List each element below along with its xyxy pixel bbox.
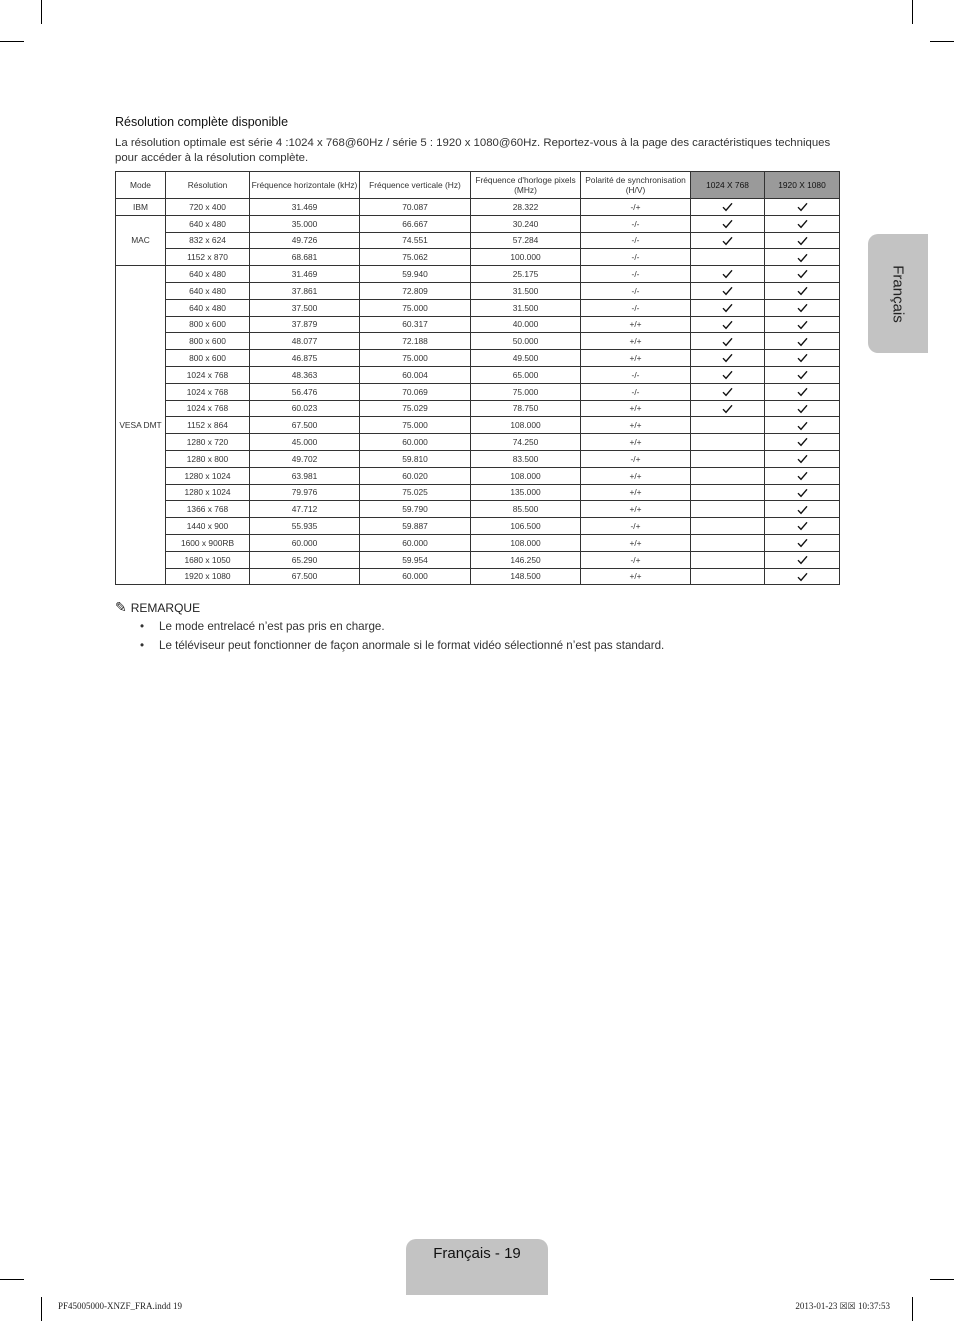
cell-resolution: 1366 x 768 <box>166 501 250 518</box>
header-v-freq: Fréquence verticale (Hz) <box>360 172 471 199</box>
cell-h-freq: 55.935 <box>250 518 360 535</box>
cell-polarity: -/- <box>581 215 691 232</box>
cell-h-freq: 31.469 <box>250 266 360 283</box>
note-item <box>140 638 664 653</box>
cell-pixel-clock: 28.322 <box>471 199 581 216</box>
cell-h-freq: 37.861 <box>250 282 360 299</box>
checkmark-icon <box>797 253 808 263</box>
cell-pixel-clock: 31.500 <box>471 282 581 299</box>
cell-h-freq: 48.363 <box>250 366 360 383</box>
cell-v-freq: 75.000 <box>360 350 471 367</box>
cell-support-1920x1080 <box>765 400 840 417</box>
table-row <box>116 484 840 501</box>
cell-support-1024x768 <box>691 366 765 383</box>
table-row <box>116 534 840 551</box>
cell-support-1920x1080 <box>765 232 840 249</box>
checkmark-icon <box>797 538 808 548</box>
checkmark-icon <box>797 286 808 296</box>
cell-resolution: 1024 x 768 <box>166 366 250 383</box>
cell-support-1024x768 <box>691 350 765 367</box>
cell-support-1024x768 <box>691 434 765 451</box>
cell-pixel-clock: 106.500 <box>471 518 581 535</box>
cell-v-freq: 74.551 <box>360 232 471 249</box>
cell-resolution: 1600 x 900RB <box>166 534 250 551</box>
cell-v-freq: 60.317 <box>360 316 471 333</box>
checkmark-icon <box>722 353 733 363</box>
cell-v-freq: 72.188 <box>360 333 471 350</box>
cell-support-1024x768 <box>691 551 765 568</box>
crop-mark <box>41 1297 42 1321</box>
checkmark-icon <box>722 303 733 313</box>
checkmark-icon <box>797 219 808 229</box>
cell-h-freq: 56.476 <box>250 383 360 400</box>
cell-support-1920x1080 <box>765 282 840 299</box>
cell-resolution: 1440 x 900 <box>166 518 250 535</box>
cell-v-freq: 60.004 <box>360 366 471 383</box>
cell-resolution: 640 x 480 <box>166 215 250 232</box>
cell-pixel-clock: 31.500 <box>471 299 581 316</box>
cell-v-freq: 75.000 <box>360 299 471 316</box>
cell-support-1024x768 <box>691 383 765 400</box>
checkmark-icon <box>797 387 808 397</box>
table-row <box>116 501 840 518</box>
cell-h-freq: 60.023 <box>250 400 360 417</box>
cell-polarity: -/- <box>581 366 691 383</box>
cell-pixel-clock: 49.500 <box>471 350 581 367</box>
cell-v-freq: 60.000 <box>360 434 471 451</box>
checkmark-icon <box>797 404 808 414</box>
cell-polarity: +/+ <box>581 400 691 417</box>
cell-h-freq: 49.726 <box>250 232 360 249</box>
table-row <box>116 350 840 367</box>
cell-support-1920x1080 <box>765 383 840 400</box>
table-row <box>116 383 840 400</box>
cell-polarity: -/+ <box>581 518 691 535</box>
cell-pixel-clock: 135.000 <box>471 484 581 501</box>
cell-support-1920x1080 <box>765 534 840 551</box>
cell-h-freq: 45.000 <box>250 434 360 451</box>
cell-support-1024x768 <box>691 333 765 350</box>
language-side-tab-label: Français <box>889 264 907 323</box>
cell-support-1024x768 <box>691 232 765 249</box>
table-row <box>116 333 840 350</box>
cell-support-1920x1080 <box>765 417 840 434</box>
checkmark-icon <box>797 437 808 447</box>
cell-v-freq: 59.790 <box>360 501 471 518</box>
cell-resolution: 800 x 600 <box>166 333 250 350</box>
cell-support-1024x768 <box>691 534 765 551</box>
crop-mark <box>912 1297 913 1321</box>
cell-resolution: 1280 x 1024 <box>166 484 250 501</box>
cell-support-1920x1080 <box>765 467 840 484</box>
cell-support-1024x768 <box>691 282 765 299</box>
cell-polarity: +/+ <box>581 333 691 350</box>
cell-support-1024x768 <box>691 417 765 434</box>
cell-pixel-clock: 108.000 <box>471 417 581 434</box>
header-h-freq: Fréquence horizontale (kHz) <box>250 172 360 199</box>
checkmark-icon <box>797 236 808 246</box>
cell-h-freq: 60.000 <box>250 534 360 551</box>
table-row <box>116 232 840 249</box>
note-item <box>140 619 664 634</box>
cell-mode: VESA DMT <box>116 266 166 585</box>
bullet-icon: • <box>140 620 145 633</box>
checkmark-icon <box>722 286 733 296</box>
cell-v-freq: 60.000 <box>360 534 471 551</box>
cell-pixel-clock: 78.750 <box>471 400 581 417</box>
cell-pixel-clock: 146.250 <box>471 551 581 568</box>
cell-support-1024x768 <box>691 501 765 518</box>
cell-support-1024x768 <box>691 467 765 484</box>
cell-resolution: 1280 x 720 <box>166 434 250 451</box>
header-pixel-clock: Fréquence d'horloge pixels (MHz) <box>471 172 581 199</box>
cell-resolution: 832 x 624 <box>166 232 250 249</box>
cell-support-1920x1080 <box>765 249 840 266</box>
cell-v-freq: 66.667 <box>360 215 471 232</box>
pencil-icon: ✎ <box>115 599 127 615</box>
checkmark-icon <box>722 219 733 229</box>
checkmark-icon <box>797 488 808 498</box>
crop-mark <box>41 0 42 24</box>
cell-support-1920x1080 <box>765 215 840 232</box>
cell-pixel-clock: 108.000 <box>471 467 581 484</box>
cell-resolution: 1920 x 1080 <box>166 568 250 585</box>
table-row <box>116 568 840 585</box>
cell-v-freq: 59.810 <box>360 450 471 467</box>
cell-h-freq: 47.712 <box>250 501 360 518</box>
cell-resolution: 640 x 480 <box>166 266 250 283</box>
checkmark-icon <box>797 454 808 464</box>
cell-h-freq: 31.469 <box>250 199 360 216</box>
cell-support-1920x1080 <box>765 199 840 216</box>
checkmark-icon <box>722 404 733 414</box>
cell-support-1024x768 <box>691 266 765 283</box>
cell-v-freq: 60.020 <box>360 467 471 484</box>
cell-mode: MAC <box>116 215 166 265</box>
cell-pixel-clock: 75.000 <box>471 383 581 400</box>
checkmark-icon <box>797 303 808 313</box>
cell-v-freq: 72.809 <box>360 282 471 299</box>
cell-support-1024x768 <box>691 400 765 417</box>
cell-support-1024x768 <box>691 450 765 467</box>
cell-h-freq: 49.702 <box>250 450 360 467</box>
table-row <box>116 249 840 266</box>
cell-support-1920x1080 <box>765 266 840 283</box>
cell-support-1024x768 <box>691 568 765 585</box>
cell-support-1920x1080 <box>765 450 840 467</box>
cell-polarity: -/- <box>581 299 691 316</box>
cell-resolution: 1280 x 800 <box>166 450 250 467</box>
header-1024x768: 1024 X 768 <box>691 172 765 199</box>
cell-h-freq: 63.981 <box>250 467 360 484</box>
cell-polarity: +/+ <box>581 501 691 518</box>
header-resolution: Résolution <box>166 172 250 199</box>
cell-h-freq: 37.879 <box>250 316 360 333</box>
table-row <box>116 299 840 316</box>
cell-polarity: +/+ <box>581 534 691 551</box>
cell-polarity: +/+ <box>581 434 691 451</box>
cell-resolution: 1152 x 870 <box>166 249 250 266</box>
crop-mark <box>912 0 913 24</box>
cell-resolution: 1680 x 1050 <box>166 551 250 568</box>
cell-polarity: -/+ <box>581 199 691 216</box>
cell-resolution: 1024 x 768 <box>166 383 250 400</box>
cell-v-freq: 75.029 <box>360 400 471 417</box>
cell-v-freq: 59.954 <box>360 551 471 568</box>
checkmark-icon <box>797 572 808 582</box>
cell-pixel-clock: 25.175 <box>471 266 581 283</box>
cell-polarity: -/- <box>581 232 691 249</box>
cell-support-1024x768 <box>691 299 765 316</box>
cell-support-1920x1080 <box>765 366 840 383</box>
cell-support-1920x1080 <box>765 501 840 518</box>
section-title: Résolution complète disponible <box>115 115 289 129</box>
cell-resolution: 1280 x 1024 <box>166 467 250 484</box>
cell-pixel-clock: 40.000 <box>471 316 581 333</box>
cell-resolution: 800 x 600 <box>166 316 250 333</box>
cell-v-freq: 75.062 <box>360 249 471 266</box>
checkmark-icon <box>722 370 733 380</box>
cell-v-freq: 59.940 <box>360 266 471 283</box>
table-row <box>116 316 840 333</box>
checkmark-icon <box>722 269 733 279</box>
cell-support-1920x1080 <box>765 333 840 350</box>
cell-mode: IBM <box>116 199 166 216</box>
table-header-row <box>116 172 840 199</box>
table-row <box>116 518 840 535</box>
checkmark-icon <box>797 370 808 380</box>
cell-support-1024x768 <box>691 484 765 501</box>
table-row <box>116 467 840 484</box>
cell-v-freq: 75.000 <box>360 417 471 434</box>
cell-h-freq: 68.681 <box>250 249 360 266</box>
cell-h-freq: 48.077 <box>250 333 360 350</box>
cell-resolution: 720 x 400 <box>166 199 250 216</box>
cell-resolution: 640 x 480 <box>166 282 250 299</box>
table-row <box>116 282 840 299</box>
checkmark-icon <box>722 320 733 330</box>
cell-polarity: -/+ <box>581 450 691 467</box>
cell-polarity: +/+ <box>581 417 691 434</box>
checkmark-icon <box>797 353 808 363</box>
crop-mark <box>0 41 24 42</box>
table-row <box>116 215 840 232</box>
cell-h-freq: 65.290 <box>250 551 360 568</box>
crop-mark <box>0 1279 24 1280</box>
cell-v-freq: 75.025 <box>360 484 471 501</box>
cell-support-1920x1080 <box>765 434 840 451</box>
cell-polarity: +/+ <box>581 568 691 585</box>
header-1920x1080: 1920 X 1080 <box>765 172 840 199</box>
cell-v-freq: 59.887 <box>360 518 471 535</box>
table-row <box>116 400 840 417</box>
cell-support-1920x1080 <box>765 484 840 501</box>
footer-datetime: 2013-01-23 ☒☒ 10:37:53 <box>795 1301 890 1311</box>
cell-pixel-clock: 74.250 <box>471 434 581 451</box>
header-polarity: Polarité de synchronisation (H/V) <box>581 172 691 199</box>
table-row <box>116 551 840 568</box>
resolution-table <box>115 171 840 585</box>
cell-pixel-clock: 148.500 <box>471 568 581 585</box>
checkmark-icon <box>722 202 733 212</box>
table-row <box>116 366 840 383</box>
checkmark-icon <box>797 521 808 531</box>
checkmark-icon <box>797 421 808 431</box>
cell-polarity: -/- <box>581 266 691 283</box>
cell-h-freq: 46.875 <box>250 350 360 367</box>
checkmark-icon <box>797 505 808 515</box>
cell-h-freq: 67.500 <box>250 417 360 434</box>
cell-resolution: 800 x 600 <box>166 350 250 367</box>
cell-h-freq: 67.500 <box>250 568 360 585</box>
cell-h-freq: 37.500 <box>250 299 360 316</box>
checkmark-icon <box>797 337 808 347</box>
cell-pixel-clock: 85.500 <box>471 501 581 518</box>
table-row <box>116 199 840 216</box>
note-heading <box>115 599 200 616</box>
checkmark-icon <box>722 387 733 397</box>
cell-polarity: -/- <box>581 282 691 299</box>
checkmark-icon <box>797 555 808 565</box>
crop-mark <box>930 41 954 42</box>
footer-file: PF45005000-XNZF_FRA.indd 19 <box>58 1301 183 1311</box>
cell-pixel-clock: 50.000 <box>471 333 581 350</box>
cell-polarity: -/- <box>581 383 691 400</box>
cell-support-1024x768 <box>691 316 765 333</box>
note-list <box>140 619 664 657</box>
crop-mark <box>930 1279 954 1280</box>
checkmark-icon <box>722 337 733 347</box>
cell-resolution: 640 x 480 <box>166 299 250 316</box>
cell-pixel-clock: 100.000 <box>471 249 581 266</box>
cell-polarity: -/- <box>581 249 691 266</box>
cell-support-1920x1080 <box>765 551 840 568</box>
header-mode: Mode <box>116 172 166 199</box>
cell-polarity: +/+ <box>581 316 691 333</box>
cell-support-1024x768 <box>691 199 765 216</box>
table-row <box>116 450 840 467</box>
cell-pixel-clock: 108.000 <box>471 534 581 551</box>
cell-pixel-clock: 57.284 <box>471 232 581 249</box>
cell-support-1920x1080 <box>765 316 840 333</box>
cell-h-freq: 79.976 <box>250 484 360 501</box>
checkmark-icon <box>722 236 733 246</box>
cell-polarity: +/+ <box>581 484 691 501</box>
cell-pixel-clock: 30.240 <box>471 215 581 232</box>
cell-h-freq: 35.000 <box>250 215 360 232</box>
checkmark-icon <box>797 471 808 481</box>
language-side-tab <box>868 234 928 353</box>
page-number-label: Français - 19 <box>433 1245 521 1262</box>
cell-polarity: -/+ <box>581 551 691 568</box>
page-number-tab <box>406 1239 548 1295</box>
cell-support-1024x768 <box>691 518 765 535</box>
note-item-text: Le mode entrelacé n’est pas pris en charge. <box>159 620 385 633</box>
checkmark-icon <box>797 320 808 330</box>
note-label: REMARQUE <box>130 601 201 615</box>
cell-pixel-clock: 83.500 <box>471 450 581 467</box>
intro-paragraph: La résolution optimale est série 4 :1024 x 768@60Hz / série 5 : 1920 x 1080@60Hz. Reportez-vous à la page des caractéristiques techniques pour accéder à la résolution complète. <box>115 137 831 164</box>
checkmark-icon <box>797 269 808 279</box>
table-row <box>116 266 840 283</box>
cell-v-freq: 60.000 <box>360 568 471 585</box>
cell-support-1920x1080 <box>765 518 840 535</box>
cell-v-freq: 70.087 <box>360 199 471 216</box>
cell-polarity: +/+ <box>581 467 691 484</box>
cell-support-1024x768 <box>691 249 765 266</box>
checkmark-icon <box>797 202 808 212</box>
cell-resolution: 1024 x 768 <box>166 400 250 417</box>
cell-pixel-clock: 65.000 <box>471 366 581 383</box>
cell-support-1920x1080 <box>765 299 840 316</box>
table-row <box>116 417 840 434</box>
cell-polarity: +/+ <box>581 350 691 367</box>
table-row <box>116 434 840 451</box>
note-item-text: Le téléviseur peut fonctionner de façon anormale si le format vidéo sélectionné n’est pas standard. <box>159 639 665 652</box>
cell-support-1920x1080 <box>765 350 840 367</box>
bullet-icon: • <box>140 639 145 652</box>
cell-support-1920x1080 <box>765 568 840 585</box>
cell-support-1024x768 <box>691 215 765 232</box>
cell-resolution: 1152 x 864 <box>166 417 250 434</box>
cell-v-freq: 70.069 <box>360 383 471 400</box>
